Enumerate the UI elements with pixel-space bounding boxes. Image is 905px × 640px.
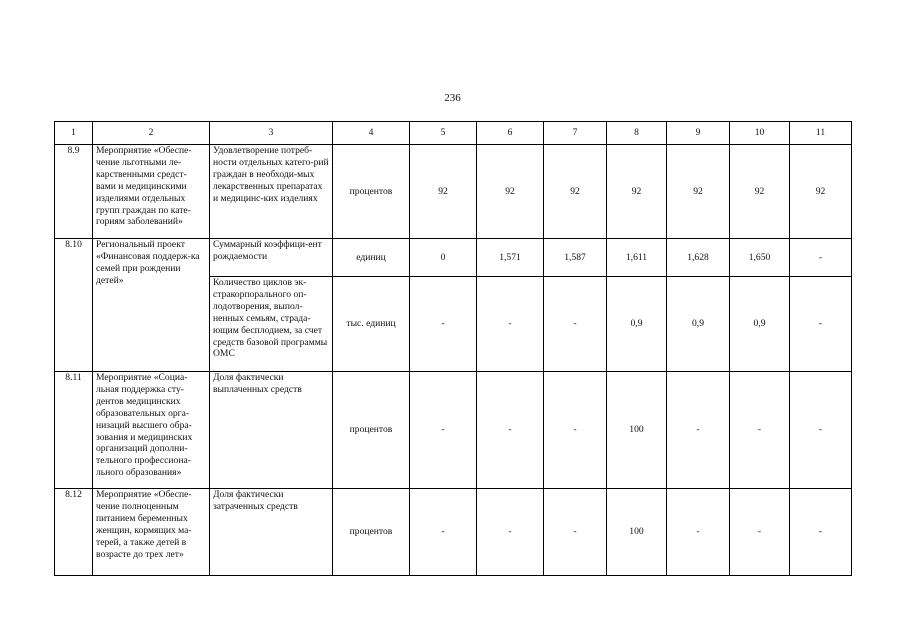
header-cell: 6 — [477, 122, 544, 145]
value-cell: 1,587 — [544, 239, 607, 277]
value-cell: 0,9 — [730, 277, 790, 372]
indicator-cell: Количество циклов эк-стракорпорального оп-лодотворения, выпол-ненных семьям, страда-ющим бесплодием, за счет средств базовой программы ОМС — [210, 277, 333, 372]
row-number: 8.11 — [55, 372, 93, 489]
value-cell: 92 — [667, 145, 730, 239]
value-cell: 92 — [544, 145, 607, 239]
value-cell: - — [790, 277, 852, 372]
indicator-cell: Доля фактически затраченных средств — [210, 489, 333, 576]
value-cell: - — [477, 372, 544, 489]
unit-cell: тыс. единиц — [333, 277, 410, 372]
value-cell: - — [544, 372, 607, 489]
header-cell: 1 — [55, 122, 93, 145]
value-cell: - — [410, 489, 477, 576]
value-cell: 92 — [607, 145, 667, 239]
header-cell: 4 — [333, 122, 410, 145]
indicator-cell: Удовлетворение потреб-ности отдельных катего-рий граждан в необходи-мых лекарственных препаратах и медицинс-ких изделиях — [210, 145, 333, 239]
value-cell: 1,611 — [607, 239, 667, 277]
table-row — [55, 239, 852, 277]
value-cell: 1,628 — [667, 239, 730, 277]
indicators-table — [54, 121, 852, 576]
row-number: 8.10 — [55, 239, 93, 372]
header-cell: 7 — [544, 122, 607, 145]
value-cell: - — [667, 372, 730, 489]
value-cell: - — [790, 489, 852, 576]
indicator-cell: Доля фактически выплаченных средств — [210, 372, 333, 489]
header-cell: 10 — [730, 122, 790, 145]
row-number: 8.9 — [55, 145, 93, 239]
value-cell: 100 — [607, 489, 667, 576]
page-number: 236 — [444, 92, 461, 104]
value-cell: 0 — [410, 239, 477, 277]
value-cell: 92 — [477, 145, 544, 239]
header-cell: 11 — [790, 122, 852, 145]
header-cell: 2 — [93, 122, 210, 145]
value-cell: 92 — [730, 145, 790, 239]
value-cell: 0,9 — [667, 277, 730, 372]
value-cell: - — [667, 489, 730, 576]
value-cell: 92 — [410, 145, 477, 239]
table-header-row — [55, 122, 852, 145]
unit-cell: процентов — [333, 145, 410, 239]
header-cell: 9 — [667, 122, 730, 145]
value-cell: - — [477, 277, 544, 372]
unit-cell: единиц — [333, 239, 410, 277]
row-number: 8.12 — [55, 489, 93, 576]
value-cell: 100 — [607, 372, 667, 489]
value-cell: - — [410, 372, 477, 489]
event-cell: Мероприятие «Обеспе-чение полноценным питанием беременных женщин, кормящих ма-терей, а также детей в возрасте до трех лет» — [93, 489, 210, 576]
header-cell: 5 — [410, 122, 477, 145]
event-cell: Мероприятие «Социа-льная поддержка сту-дентов медицинских образовательных орга-низаций высшего обра-зования и медицинских организаций дополни-тельного профессиона-льного образования» — [93, 372, 210, 489]
value-cell: - — [730, 372, 790, 489]
value-cell: - — [790, 372, 852, 489]
indicator-cell: Суммарный коэффици-ент рождаемости — [210, 239, 333, 277]
header-cell: 8 — [607, 122, 667, 145]
table-row — [55, 489, 852, 576]
value-cell: 1,650 — [730, 239, 790, 277]
value-cell: 0,9 — [607, 277, 667, 372]
value-cell: - — [544, 277, 607, 372]
unit-cell: процентов — [333, 372, 410, 489]
header-cell: 3 — [210, 122, 333, 145]
event-cell: Мероприятие «Обеспе-чение льготными ле-карственными средст-вами и медицинскими изделиями отдельных групп граждан по кате-гориям заболеваний» — [93, 145, 210, 239]
value-cell: 92 — [790, 145, 852, 239]
value-cell: 1,571 — [477, 239, 544, 277]
value-cell: - — [477, 489, 544, 576]
table-row — [55, 372, 852, 489]
table-row — [55, 145, 852, 239]
value-cell: - — [544, 489, 607, 576]
event-cell: Региональный проект «Финансовая поддерж-ка семей при рождении детей» — [93, 239, 210, 372]
value-cell: - — [730, 489, 790, 576]
unit-cell: процентов — [333, 489, 410, 576]
value-cell: - — [790, 239, 852, 277]
value-cell: - — [410, 277, 477, 372]
